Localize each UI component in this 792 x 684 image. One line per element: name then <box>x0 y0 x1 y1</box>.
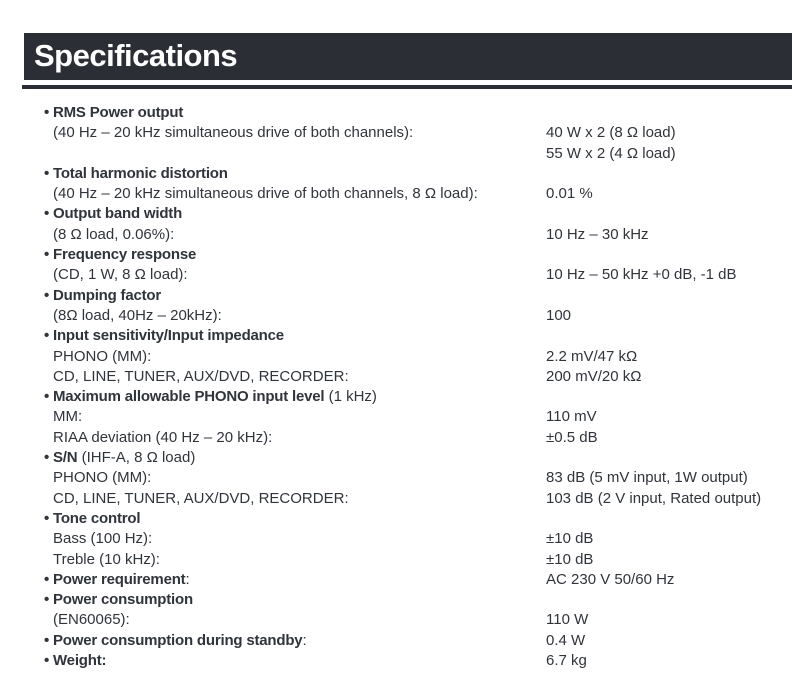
bullet-marker: • <box>44 591 50 609</box>
spec-label-text: MM: <box>53 408 83 426</box>
spec-row <box>44 489 792 509</box>
spec-label <box>53 347 151 367</box>
spec-row <box>44 468 792 488</box>
bullet-marker <box>44 123 53 143</box>
spec-row <box>44 123 792 143</box>
spec-label-cell <box>44 509 546 529</box>
bullet-marker <box>44 468 53 488</box>
spec-label <box>53 286 161 306</box>
spec-row <box>44 570 792 590</box>
spec-label <box>53 367 349 387</box>
spec-label-text: CD, LINE, TUNER, AUX/DVD, RECORDER: <box>53 489 349 507</box>
spec-value: ±10 dB <box>546 550 594 568</box>
bullet-marker: • <box>44 104 50 121</box>
spec-label-cell <box>44 306 546 326</box>
header-rule <box>22 85 792 89</box>
spec-row <box>44 103 792 123</box>
spec-label-bold: Power consumption during standby <box>53 631 303 649</box>
spec-label-cell <box>44 225 546 245</box>
spec-label-bold: Output band width <box>53 205 183 223</box>
spec-label-cell <box>44 204 546 224</box>
spec-label <box>53 448 195 468</box>
spec-label-text: (8 Ω load, 0.06%): <box>53 225 175 243</box>
spec-value <box>546 164 792 184</box>
spec-value: 10 Hz – 30 kHz <box>546 225 649 243</box>
spec-row <box>44 184 792 204</box>
spec-label-text: PHONO (MM): <box>53 347 152 365</box>
spec-value: 103 dB (2 V input, Rated output) <box>546 489 762 507</box>
spec-label-text: RIAA deviation (40 Hz – 20 kHz): <box>53 428 273 446</box>
spec-value: 110 mV <box>546 408 597 426</box>
bullet-marker <box>44 306 53 326</box>
spec-value: 6.7 kg <box>546 652 587 670</box>
bullet-marker <box>44 550 53 570</box>
spec-row <box>44 144 792 164</box>
spec-value <box>546 286 792 306</box>
spec-list <box>44 103 792 671</box>
spec-label-cell <box>44 164 546 184</box>
spec-label-bold: Power consumption <box>53 591 193 609</box>
spec-value: AC 230 V 50/60 Hz <box>546 570 675 588</box>
spec-label-text: Treble (10 kHz): <box>53 550 160 568</box>
spec-label-cell <box>44 570 546 590</box>
spec-label-text: CD, LINE, TUNER, AUX/DVD, RECORDER: <box>53 367 349 385</box>
bullet-marker: • <box>44 631 50 649</box>
spec-row <box>44 590 792 610</box>
spec-label-cell <box>44 529 546 549</box>
spec-label <box>53 610 130 630</box>
spec-value <box>546 204 792 224</box>
spec-label-cell <box>44 347 546 367</box>
spec-row <box>44 448 792 468</box>
spec-value: 100 <box>546 306 572 324</box>
spec-label-cell <box>44 631 546 651</box>
spec-label-cell <box>44 550 546 570</box>
spec-label-cell <box>44 448 546 468</box>
spec-label-text: PHONO (MM): <box>53 469 152 487</box>
page-title: Specifications <box>34 38 238 73</box>
spec-label <box>53 651 106 671</box>
spec-label-bold: RMS Power output <box>53 104 184 121</box>
spec-label <box>53 306 222 326</box>
bullet-marker: • <box>44 164 50 182</box>
spec-row <box>44 326 792 346</box>
spec-value <box>546 509 792 529</box>
spec-label <box>53 570 190 590</box>
spec-value: 55 W x 2 (4 Ω load) <box>546 144 676 162</box>
spec-value <box>546 326 792 346</box>
bullet-marker <box>44 610 53 630</box>
spec-label <box>53 489 349 509</box>
spec-label <box>53 225 174 245</box>
bullet-marker <box>44 428 53 448</box>
spec-label-text: (CD, 1 W, 8 Ω load): <box>53 266 188 284</box>
spec-label-cell <box>44 286 546 306</box>
spec-label-text: (EN60065): <box>53 611 130 629</box>
bullet-marker: • <box>44 388 50 406</box>
spec-label <box>53 204 182 224</box>
spec-row <box>44 631 792 651</box>
spec-value <box>546 448 792 468</box>
spec-label-cell <box>44 651 546 671</box>
spec-value: 2.2 mV/47 kΩ <box>546 347 638 365</box>
spec-value: 0.4 W <box>546 631 586 649</box>
bullet-marker <box>44 367 53 387</box>
spec-value: 110 W <box>546 611 589 629</box>
spec-value: 0.01 % <box>546 185 593 203</box>
spec-label <box>53 509 140 529</box>
spec-label-text: Bass (100 Hz): <box>53 530 153 548</box>
spec-value <box>546 590 792 610</box>
spec-label-cell <box>44 103 546 123</box>
spec-row <box>44 367 792 387</box>
bullet-marker <box>44 529 53 549</box>
spec-label-bold: Maximum allowable PHONO input level <box>53 388 325 406</box>
spec-row <box>44 225 792 245</box>
spec-label <box>53 407 82 427</box>
spec-label <box>53 387 377 407</box>
spec-value: 10 Hz – 50 kHz +0 dB, -1 dB <box>546 266 737 284</box>
spec-label-bold: Frequency response <box>53 246 197 264</box>
bullet-marker: • <box>44 327 50 345</box>
spec-label <box>53 123 413 143</box>
spec-row <box>44 204 792 224</box>
spec-label-cell <box>44 489 546 509</box>
spec-row <box>44 407 792 427</box>
spec-row <box>44 509 792 529</box>
spec-value: 200 mV/20 kΩ <box>546 367 642 385</box>
spec-label <box>53 428 272 448</box>
bullet-marker <box>44 144 53 164</box>
spec-label-cell <box>44 245 546 265</box>
spec-label-suffix: : <box>185 570 190 588</box>
bullet-marker: • <box>44 652 50 670</box>
bullet-marker <box>44 265 53 285</box>
spec-label <box>53 326 284 346</box>
spec-value: 83 dB (5 mV input, 1W output) <box>546 469 748 487</box>
spec-label-bold: S/N <box>53 449 78 467</box>
spec-row <box>44 651 792 671</box>
spec-row <box>44 529 792 549</box>
spec-label-bold: Tone control <box>53 509 141 527</box>
bullet-marker: • <box>44 246 50 264</box>
spec-value <box>546 387 792 407</box>
spec-label-cell <box>44 265 546 285</box>
spec-label-text: (40 Hz – 20 kHz simultaneous drive of both channels): <box>53 124 414 142</box>
bullet-marker <box>44 184 53 204</box>
spec-value: ±10 dB <box>546 530 594 548</box>
spec-value: ±0.5 dB <box>546 428 598 446</box>
bullet-marker <box>44 489 53 509</box>
spec-label <box>53 184 478 204</box>
spec-label-cell <box>44 123 546 143</box>
spec-label-suffix: (IHF-A, 8 Ω load) <box>77 449 196 467</box>
spec-row <box>44 550 792 570</box>
spec-label-cell <box>44 326 546 346</box>
spec-row <box>44 265 792 285</box>
spec-value <box>546 103 792 123</box>
spec-label-cell <box>44 428 546 448</box>
spec-label <box>53 529 152 549</box>
spec-row <box>44 245 792 265</box>
bullet-marker <box>44 347 53 367</box>
spec-row <box>44 306 792 326</box>
spec-label-bold: Dumping factor <box>53 286 162 304</box>
spec-label <box>53 468 151 488</box>
spec-label-cell <box>44 387 546 407</box>
spec-label-bold: Total harmonic distortion <box>53 164 228 182</box>
spec-label-cell <box>44 610 546 630</box>
spec-label <box>53 631 307 651</box>
bullet-marker: • <box>44 570 50 588</box>
spec-label <box>53 550 160 570</box>
spec-row <box>44 387 792 407</box>
spec-value: 40 W x 2 (8 Ω load) <box>546 124 676 142</box>
spec-row <box>44 347 792 367</box>
spec-label-bold: Input sensitivity/Input impedance <box>53 327 284 345</box>
spec-label-suffix: (1 kHz) <box>324 388 377 406</box>
spec-row <box>44 610 792 630</box>
spec-row <box>44 428 792 448</box>
spec-label-text: (8Ω load, 40Hz – 20kHz): <box>53 306 222 324</box>
spec-label-bold: Power requirement <box>53 570 186 588</box>
spec-label-cell <box>44 144 546 164</box>
bullet-marker: • <box>44 509 50 527</box>
spec-label-bold: Weight: <box>53 652 107 670</box>
spec-label <box>53 245 196 265</box>
bullet-marker: • <box>44 286 50 304</box>
spec-value <box>546 245 792 265</box>
spec-label-cell <box>44 367 546 387</box>
bullet-marker <box>44 407 53 427</box>
bullet-marker: • <box>44 205 50 223</box>
spec-label <box>53 103 183 123</box>
spec-label-cell <box>44 184 546 204</box>
spec-label-cell <box>44 590 546 610</box>
bullet-marker: • <box>44 449 50 467</box>
spec-row <box>44 286 792 306</box>
spec-label-text: (40 Hz – 20 kHz simultaneous drive of both channels, 8 Ω load): <box>53 185 478 203</box>
spec-label <box>53 164 228 184</box>
spec-row <box>44 164 792 184</box>
bullet-marker <box>44 225 53 245</box>
spec-label-cell <box>44 407 546 427</box>
spec-label <box>53 590 193 610</box>
spec-label-cell <box>44 468 546 488</box>
section-header-bar <box>24 33 792 80</box>
spec-label <box>53 265 188 285</box>
spec-label-suffix: : <box>302 631 307 649</box>
